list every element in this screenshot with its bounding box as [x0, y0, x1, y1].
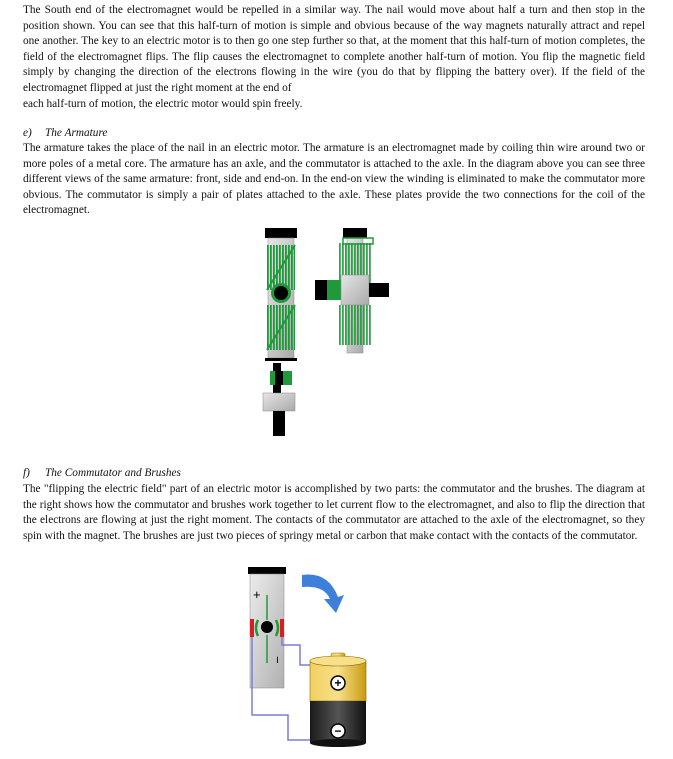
paragraph-line-end: each half-turn of motion, the electric motor would spin freely.: [23, 97, 303, 110]
paragraph-magnet-flip: [23, 3, 645, 112]
paragraph-armature: [23, 141, 645, 219]
rotation-arrow-icon: [302, 574, 344, 613]
paragraph-commutator: [23, 482, 645, 544]
armature-diagram: [255, 225, 395, 440]
paragraph-line-block: The South end of the electromagnet would be repelled in a similar way. The nail would move about half a turn and then stop in the position shown. You can see that this half-turn of motion is simple and obvious because of the way magnets naturally attract and repel one another. The key to an electric motor is to then go one step further so that, at the moment that this half-turn of motion completes, the field of the electromagnet flips. The flip causes the electromagnet to complete another half-turn of motion. You flip the magnetic field simply by changing the direction of the electrons flowing in the wire (you do that by flipping the battery over). If the field of the electromagnet flipped at just the right moment at the end of: [23, 4, 645, 94]
plus-label: +: [253, 587, 261, 602]
section-title: The Armature: [45, 127, 108, 139]
section-heading-commutator: [23, 466, 181, 481]
paragraph-text: The "flipping the electric field" part of an electric motor is accomplished by two parts: the commutator and the brushes. The diagram at the right shows how the commutator and brushes work together to let current flow to the electromagnet, and also to flip the direction that the electrons are flowing at just the right moment. The contacts of the commutator are attached to the axle of the electromagnet, so they spin with the magnet. The brushes are just two pieces of springy metal or carbon that make contact with the contacts of the commutator.: [23, 483, 645, 542]
section-letter: e): [23, 127, 32, 139]
battery-minus-label: −: [334, 724, 342, 738]
armature-front-view: [265, 228, 297, 361]
armature-end-on-view: [263, 363, 295, 436]
armature-side-view: [315, 228, 389, 353]
paragraph-text: The armature takes the place of the nail in an electric motor. The armature is an electromagnet made by coiling thin wire around two or more poles of a metal core. The armature has an axle, and the commutator is attached to the axle. In the diagram above you can see three different views of the same armature: front, side and end-on. In the end-on view the winding is eliminated to make the commutator more obvious. The commutator is simply a pair of plates attached to the axle. These plates provide the two connections for the coil of the electromagnet.: [23, 142, 645, 217]
battery-plus-label: +: [334, 676, 342, 690]
brush-right: [280, 619, 284, 637]
battery: [310, 653, 366, 747]
brush-left: [250, 619, 254, 637]
section-title: The Commutator and Brushes: [45, 467, 181, 479]
section-letter: f): [23, 467, 30, 479]
commutator-brushes-diagram: [240, 565, 375, 750]
section-heading-armature: [23, 126, 107, 141]
minus-label: −: [270, 656, 285, 664]
